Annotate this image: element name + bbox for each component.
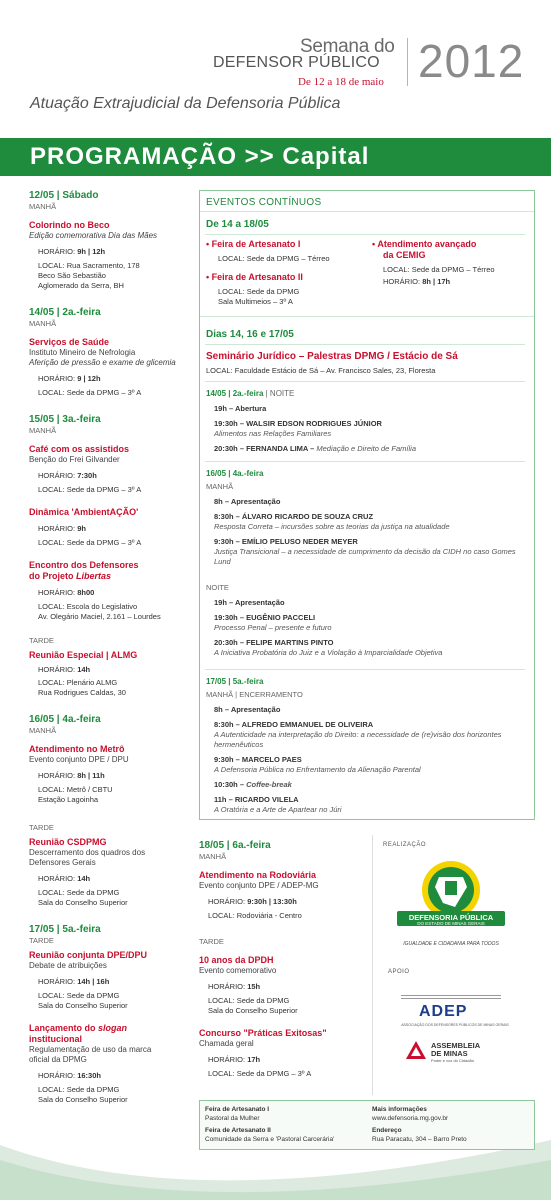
box-divider xyxy=(205,344,525,345)
event-details xyxy=(199,982,359,1016)
local-line: LOCAL: Sede da DPMG xyxy=(218,287,300,296)
event-details xyxy=(29,665,189,698)
event-title-line: institucional xyxy=(29,1034,83,1044)
horario-value: 7:30h xyxy=(77,471,97,480)
event-title: Atendimento na Rodoviária xyxy=(199,870,317,880)
talk-title: 19:30h – WALSIR EDSON RODRIGUES JÚNIOR xyxy=(214,419,382,428)
talk xyxy=(206,512,526,532)
day-heading: 16/05 | 4a.-feira xyxy=(29,714,101,725)
footer-feira-2 xyxy=(205,1127,334,1144)
horario-label: HORÁRIO: xyxy=(38,874,76,883)
footer-title: Feira de Artesanato I xyxy=(205,1106,270,1113)
local-line: Aglomerado da Serra, BH xyxy=(38,281,124,290)
horario-label: HORÁRIO: xyxy=(38,247,76,256)
talk xyxy=(206,795,526,815)
talk-subject: A Autenticidade na interpretação do Direito: a necessidade de (re)visão dos horizontes hermenêuticos xyxy=(214,730,502,749)
talk-title: 11h – RICARDO VILELA xyxy=(214,795,299,804)
event-title: Café com os assistidos xyxy=(29,444,130,454)
footer-title: Mais informações xyxy=(372,1106,427,1113)
local-line: Beco São Sebastião xyxy=(38,271,106,280)
local-line: LOCAL: Sede da DPMG xyxy=(38,888,120,897)
talk-title: 10:30h – xyxy=(214,780,247,789)
box-divider xyxy=(205,669,525,670)
horario-label: HORÁRIO: xyxy=(38,771,76,780)
talk-subject: A Defensoria Pública no Enfrentamento da Alienação Parental xyxy=(214,765,421,774)
local-line: LOCAL: Sede da DPMG – 3º A xyxy=(208,1069,312,1078)
footer-title: Feira de Artesanato II xyxy=(205,1127,271,1134)
local-line: LOCAL: Sede da DPMG – Térreo xyxy=(218,254,330,263)
period-label: MANHÃ xyxy=(29,726,57,735)
local-line: Sala do Conselho Superior xyxy=(208,1006,298,1015)
event-desc: Instituto Mineiro de Nefrologia xyxy=(29,348,136,357)
footer-feira-1 xyxy=(205,1106,269,1123)
local-line: Sala do Conselho Superior xyxy=(38,1001,128,1010)
day-heading: 18/05 | 6a.-feira xyxy=(199,840,271,851)
event-title: Dinâmica 'AmbientAÇÃO' xyxy=(29,507,139,517)
horario-label: HORÁRIO: xyxy=(38,374,76,383)
talk xyxy=(206,613,526,633)
session-day: 14/05 | 2a.-feira xyxy=(206,389,264,398)
horario-value: 14h xyxy=(77,665,91,674)
adep-logo: ADEP xyxy=(419,1003,468,1020)
event-details xyxy=(29,1071,189,1105)
talk-subject: A Oratória e a Arte de Apartear no Júri xyxy=(214,805,342,814)
box-divider xyxy=(205,381,525,382)
horario-value: 9:30h | 13:30h xyxy=(247,897,297,906)
talk xyxy=(206,705,526,715)
local-line: LOCAL: Sede da DPMG xyxy=(208,996,290,1005)
dp-name-2: DO ESTADO DE MINAS GERAIS xyxy=(417,921,485,926)
event-title: • Atendimento avançado xyxy=(372,239,477,249)
event-title: Concurso "Práticas Exitosas" xyxy=(199,1028,327,1038)
talk xyxy=(206,419,526,439)
event-title: Reunião conjunta DPE/DPU xyxy=(29,950,148,960)
talk-title: 8h – Apresentação xyxy=(214,497,281,506)
talk xyxy=(206,598,526,608)
adep-subtitle: ASSOCIAÇÃO DOS DEFENSORES PÚBLICOS DE MINAS GERAIS xyxy=(401,1023,509,1027)
period-label: MANHÃ xyxy=(199,852,227,861)
day-18-column xyxy=(199,840,359,1079)
horario-label: HORÁRIO: xyxy=(208,982,246,991)
box-divider xyxy=(200,211,534,212)
talk-subject: Coffee-break xyxy=(246,780,292,789)
talk-title: 8:30h – ÁLVARO RICARDO DE SOUZA CRUZ xyxy=(214,512,374,521)
event-title: • Feira de Artesanato I xyxy=(206,239,301,249)
horario-value: 8h | 17h xyxy=(422,277,451,286)
seminar-title: Seminário Jurídico – Palestras DPMG / Estácio de Sá xyxy=(206,351,458,362)
local-line: Estação Lagoinha xyxy=(38,795,99,804)
event-details xyxy=(199,897,359,921)
almg-logo-icon xyxy=(405,1040,427,1060)
footer-text: Comunidade da Serra e 'Pastoral Carcerária' xyxy=(205,1135,335,1143)
event-desc: Evento conjunto DPE / DPU xyxy=(29,755,129,764)
box-divider xyxy=(205,461,525,462)
local-line: Sala do Conselho Superior xyxy=(38,898,128,907)
event-desc: Debate de atribuições xyxy=(29,961,107,970)
event-details xyxy=(29,247,189,291)
box-divider xyxy=(205,234,525,235)
horario-label: HORÁRIO: xyxy=(38,471,76,480)
local-line: LOCAL: Rodoviária - Centro xyxy=(208,911,302,920)
session-day: 16/05 | 4a.-feira xyxy=(206,469,264,478)
seminar-local: LOCAL: Faculdade Estácio de Sá – Av. Francisco Sales, 23, Floresta xyxy=(206,366,436,375)
talk xyxy=(206,638,526,658)
talk xyxy=(206,755,526,775)
event-title: • Feira de Artesanato II xyxy=(206,272,303,282)
talk xyxy=(206,444,526,454)
talk xyxy=(206,720,526,750)
period-label: TARDE xyxy=(29,636,54,645)
talk xyxy=(206,404,526,414)
period-label: TARDE xyxy=(29,823,54,832)
info-footer xyxy=(199,1100,535,1150)
horario-label: HORÁRIO: xyxy=(208,897,246,906)
event-title xyxy=(29,1023,189,1045)
dp-slogan: IGUALDADE E CIDADANIA PARA TODOS xyxy=(403,941,499,947)
period-label: MANHÃ xyxy=(29,202,57,211)
horario-label: HORÁRIO: xyxy=(38,1071,76,1080)
event-details xyxy=(29,471,189,495)
adep-lines xyxy=(401,995,501,999)
event-title-part: Lançamento do xyxy=(29,1023,99,1033)
event-details xyxy=(199,1055,359,1079)
event-desc: oficial da DPMG xyxy=(29,1055,87,1064)
footer-address xyxy=(372,1127,467,1144)
talk xyxy=(206,537,526,567)
period-label: TARDE xyxy=(29,936,54,945)
footer-website-link[interactable]: www.defensoria.mg.gov.br xyxy=(372,1114,449,1122)
header-divider xyxy=(407,38,408,86)
realizacao-label: REALIZAÇÃO xyxy=(383,842,427,848)
event-title: Colorindo no Beco xyxy=(29,220,110,230)
horario-value: 14h | 16h xyxy=(77,977,110,986)
horario-value: 9 | 12h xyxy=(77,374,101,383)
local-line: Sala Multimeios – 3º A xyxy=(218,297,293,306)
header-dates: De 12 a 18 de maio xyxy=(298,76,384,88)
horario-label: HORÁRIO: xyxy=(38,977,76,986)
local-line: Rua Rodrigues Caldas, 30 xyxy=(38,688,126,697)
event-desc: Defensores Gerais xyxy=(29,858,96,867)
header-year: 2012 xyxy=(418,35,525,87)
local-line: Av. Olegário Maciel, 2.161 – Lourdes xyxy=(38,612,161,621)
event-details xyxy=(29,588,189,622)
defensoria-logo xyxy=(391,857,511,942)
event-desc: Chamada geral xyxy=(199,1039,254,1048)
talk-title: 8h – Apresentação xyxy=(214,705,281,714)
day-heading: 17/05 | 5a.-feira xyxy=(29,924,101,935)
event-title-text: Atendimento avançado xyxy=(377,239,477,249)
talk-title: 19h – Abertura xyxy=(214,404,267,413)
banner-title: PROGRAMAÇÃO >> Capital xyxy=(30,143,370,170)
period-label: MANHÃ xyxy=(29,319,57,328)
local-line: LOCAL: Sede da DPMG – 3º A xyxy=(38,388,142,397)
left-column xyxy=(29,190,189,1105)
header-subtitle: Atuação Extrajudicial da Defensoria Pública xyxy=(30,95,341,112)
continuous-events-box xyxy=(199,190,535,820)
event-details xyxy=(29,977,189,1011)
event-title-line: Encontro dos Defensores xyxy=(29,560,139,570)
session-14-05 xyxy=(206,389,526,454)
footer-text: Rua Paracatu, 304 – Barro Preto xyxy=(372,1135,467,1143)
period-label: TARDE xyxy=(199,937,224,946)
event-title: Atendimento no Metrô xyxy=(29,744,125,754)
horario-label: HORÁRIO: xyxy=(383,277,421,286)
session-period: NOITE xyxy=(206,583,229,592)
event-title-text: Feira de Artesanato I xyxy=(211,239,301,249)
horario-value: 8h00 xyxy=(77,588,95,597)
almg-tagline: Poder e voz do Cidadão xyxy=(431,1058,474,1063)
talk-subject: Mediação e Direito de Família xyxy=(316,444,417,453)
event-details xyxy=(29,374,189,398)
event-title: Serviços de Saúde xyxy=(29,337,110,347)
footer-title: Endereço xyxy=(372,1127,402,1134)
session-period: NOITE xyxy=(269,389,295,398)
almg-name-1: ASSEMBLEIA xyxy=(431,1041,481,1050)
horario-value: 14h xyxy=(77,874,91,883)
event-desc: Descerramento dos quadros dos xyxy=(29,848,146,857)
talk-title: 19h – Apresentação xyxy=(214,598,285,607)
apoio-label: APOIO xyxy=(388,969,410,975)
event-title: Reunião Especial | ALMG xyxy=(29,650,138,660)
event-title: 10 anos da DPDH xyxy=(199,955,274,965)
date-range: Dias 14, 16 e 17/05 xyxy=(206,329,294,340)
session-17-05 xyxy=(206,677,526,815)
session-sep: | xyxy=(263,389,270,398)
local-line: LOCAL: Sede da DPMG xyxy=(38,991,120,1000)
horario-line xyxy=(383,277,450,287)
event-details xyxy=(29,874,189,908)
talk-subject: A Iniciativa Probatória do Juiz e a Violação à Imparcialidade Objetiva xyxy=(214,648,443,657)
talk-subject: Justiça Transicional – a necessidade de cumprimento da decisão da CIDH no caso Gomes Lund xyxy=(214,547,516,566)
horario-label: HORÁRIO: xyxy=(38,665,76,674)
local-line: LOCAL: Sede da DPMG – 3º A xyxy=(38,538,142,547)
local-line: LOCAL: Sede da DPMG xyxy=(38,1085,120,1094)
day-heading: 12/05 | Sábado xyxy=(29,190,99,201)
horario-label: HORÁRIO: xyxy=(208,1055,246,1064)
event-details xyxy=(29,771,189,805)
box-divider xyxy=(200,316,534,317)
local-line: LOCAL: Plenário ALMG xyxy=(38,678,118,687)
talk-subject: Alimentos nas Relações Familiares xyxy=(214,429,332,438)
horario-value: 9h xyxy=(77,524,86,533)
event-title-text: Feira de Artesanato II xyxy=(211,272,303,282)
horario-value: 8h | 11h xyxy=(77,771,105,780)
event-title-italic: Libertas xyxy=(76,571,112,581)
event-title-italic: slogan xyxy=(98,1023,128,1033)
event-desc: Aferição de pressão e exame de glicemia xyxy=(29,358,176,367)
event-desc: Benção do Frei Gilvander xyxy=(29,455,120,464)
horario-label: HORÁRIO: xyxy=(38,588,76,597)
day-heading: 14/05 | 2a.-feira xyxy=(29,307,101,318)
period-label: MANHÃ xyxy=(29,426,57,435)
header-defensor: DEFENSOR PÚBLICO xyxy=(213,54,380,71)
talk-title: 20:30h – FERNANDA LIMA – xyxy=(214,444,317,453)
date-range: De 14 a 18/05 xyxy=(206,219,269,230)
event-title-part: do Projeto xyxy=(29,571,76,581)
dp-name-1: DEFENSORIA PÚBLICA xyxy=(408,913,494,922)
event-desc: Regulamentação de uso da marca xyxy=(29,1045,152,1054)
day-heading: 15/05 | 3a.-feira xyxy=(29,414,101,425)
horario-value: 16:30h xyxy=(77,1071,101,1080)
talk xyxy=(206,780,526,790)
event-desc: Edição comemorativa Dia das Mães xyxy=(29,231,158,240)
sponsors-panel xyxy=(372,835,522,1095)
local-line: LOCAL: Sede da DPMG – Térreo xyxy=(383,265,495,274)
local-line: LOCAL: Escola do Legislativo xyxy=(38,602,138,611)
local-line: LOCAL: Rua Sacramento, 178 xyxy=(38,261,140,270)
talk-title: 9:30h – MARCELO PAES xyxy=(214,755,302,764)
horario-value: 15h xyxy=(247,982,261,991)
event-desc: Evento conjunto DPE / ADEP-MG xyxy=(199,881,319,890)
footer-text: Pastoral da Mulher xyxy=(205,1114,260,1122)
event-desc: Evento comemorativo xyxy=(199,966,277,975)
box-title: EVENTOS CONTÍNUOS xyxy=(206,197,322,208)
almg-name-2: DE MINAS xyxy=(431,1049,468,1058)
talk-subject: Resposta Correta – incursões sobre as teorias da justiça na atualidade xyxy=(214,522,450,531)
session-day: 17/05 | 5a.-feira xyxy=(206,677,264,686)
local-line: Sala do Conselho Superior xyxy=(38,1095,128,1104)
talk-title: 20:30h – FELIPE MARTINS PINTO xyxy=(214,638,334,647)
event-title-line: da CEMIG xyxy=(383,250,426,260)
talk-title: 19:30h – EUGÊNIO PACCELI xyxy=(214,613,316,622)
horario-value: 9h | 12h xyxy=(77,247,106,256)
talk xyxy=(206,497,526,507)
horario-value: 17h xyxy=(247,1055,261,1064)
session-16-05 xyxy=(206,469,526,658)
local-line: LOCAL: Metrô / CBTU xyxy=(38,785,113,794)
event-details xyxy=(29,524,189,548)
session-period: MANHÃ xyxy=(206,482,234,491)
header-semana: Semana do xyxy=(300,36,395,57)
event-title xyxy=(29,560,189,582)
talk-subject: Processo Penal – presente e futuro xyxy=(214,623,332,632)
footer-info xyxy=(372,1106,448,1123)
talk-title: 9:30h – EMÍLIO PELUSO NEDER MEYER xyxy=(214,537,358,546)
talk-title: 8:30h – ALFREDO EMMANUEL DE OLIVEIRA xyxy=(214,720,374,729)
horario-label: HORÁRIO: xyxy=(38,524,76,533)
local-line: LOCAL: Sede da DPMG – 3º A xyxy=(38,485,142,494)
program-banner xyxy=(0,138,551,176)
session-period: MANHÃ | ENCERRAMENTO xyxy=(206,690,303,699)
event-title: Reunião CSDPMG xyxy=(29,837,107,847)
